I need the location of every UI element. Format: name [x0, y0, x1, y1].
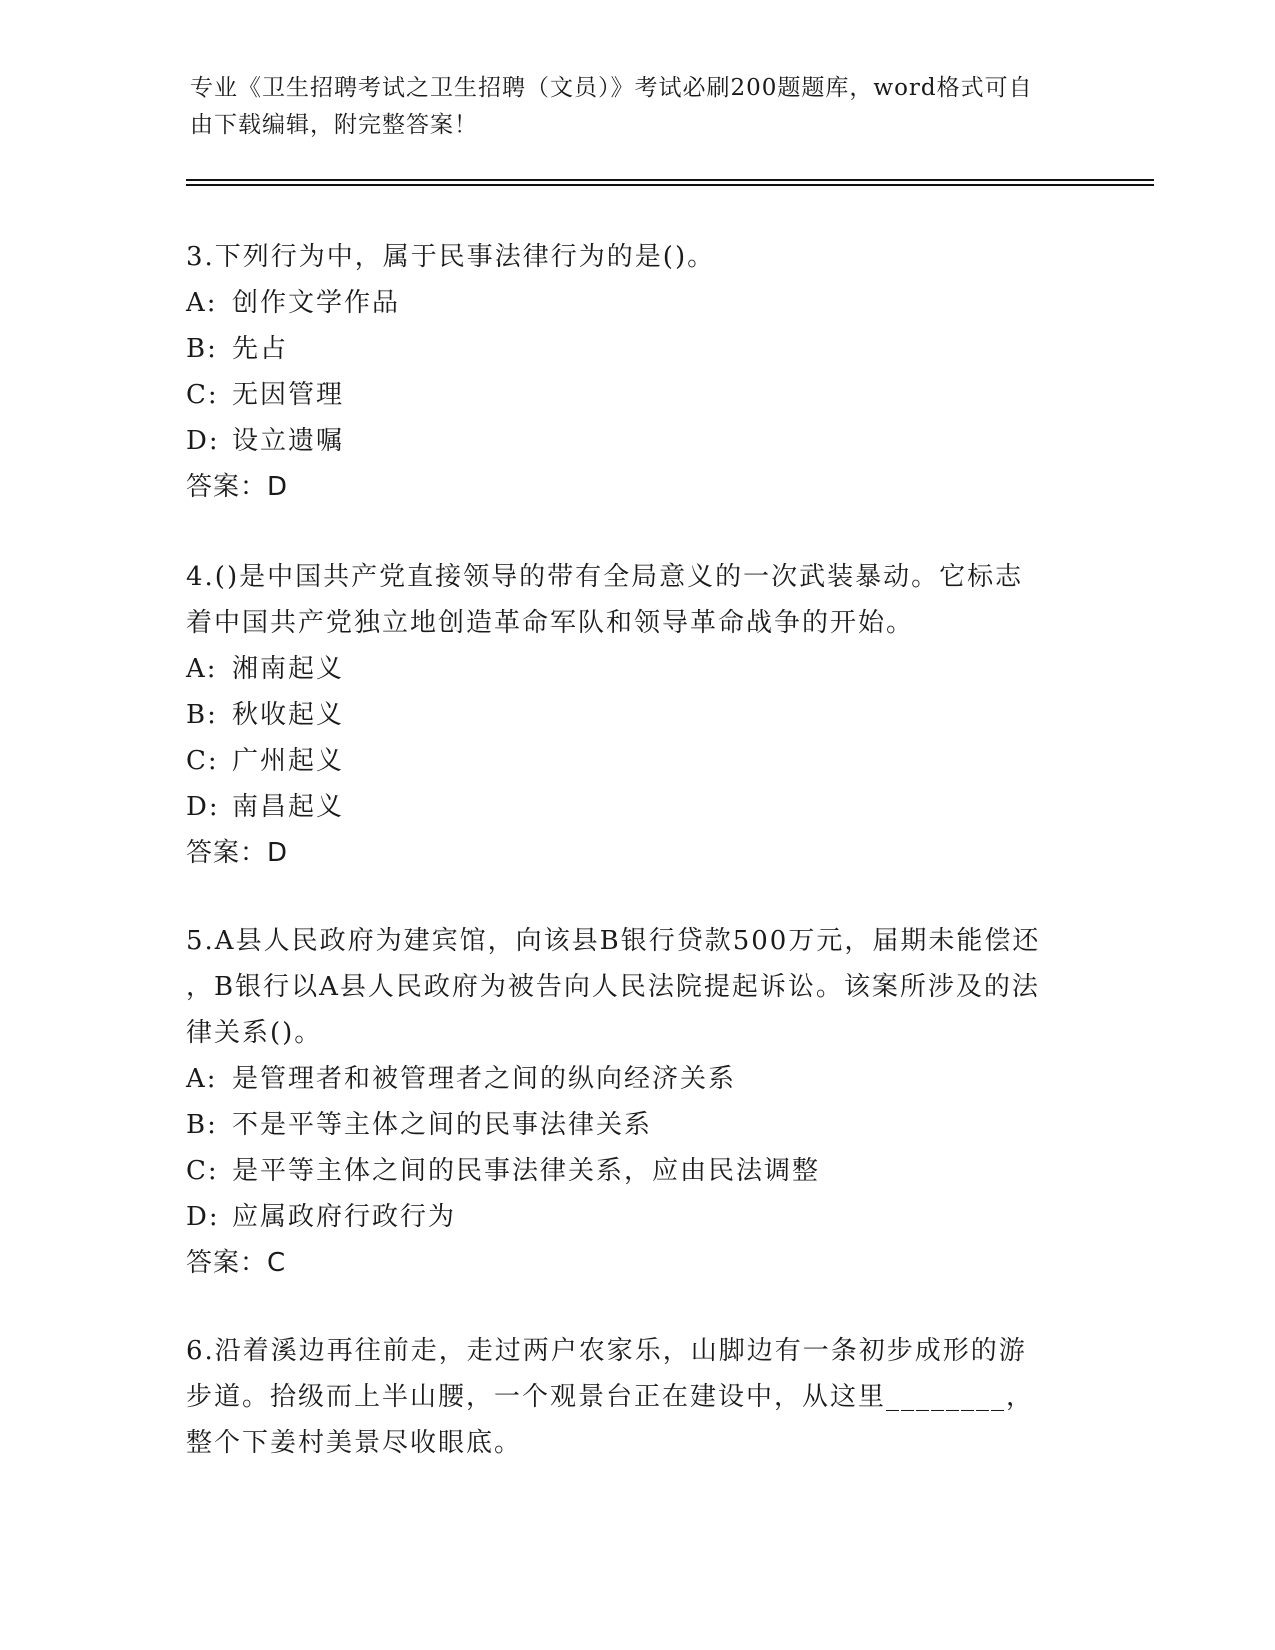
header-divider-top — [186, 179, 1154, 181]
option-text: 广州起义 — [232, 746, 345, 776]
header-divider-bottom — [186, 184, 1154, 186]
option-text: 设立遗嘱 — [232, 426, 345, 456]
option-d — [186, 784, 1091, 830]
option-text: 不是平等主体之间的民事法律关系 — [232, 1110, 653, 1140]
option-b — [186, 1102, 1091, 1148]
header-line-1: 专业《卫生招聘考试之卫生招聘（文员）》考试必刷200题题库，word格式可自 — [190, 75, 1033, 101]
option-key: A: — [186, 288, 218, 318]
answer-line: 答案：D — [186, 838, 289, 868]
option-key: A: — [186, 654, 218, 684]
document-header — [190, 70, 1070, 144]
question-3 — [186, 234, 1091, 510]
option-text: 应属政府行政行为 — [232, 1202, 457, 1232]
option-key: D: — [186, 792, 220, 822]
option-d — [186, 1194, 1091, 1240]
option-text: 湘南起义 — [232, 654, 345, 684]
question-6 — [186, 1328, 1091, 1466]
question-stem-line-2: 步道。拾级而上半山腰，一个观景台正在建设中，从这里________， — [186, 1382, 1035, 1412]
option-text: 创作文学作品 — [232, 288, 401, 318]
answer-line: 答案：D — [186, 472, 289, 502]
question-stem-line-2: 着中国共产党独立地创造革命军队和领导革命战争的开始。 — [186, 608, 915, 638]
answer-line: 答案：C — [186, 1248, 287, 1278]
question-stem-line-3: 整个下姜村美景尽收眼底。 — [186, 1428, 523, 1458]
option-key: A: — [186, 1064, 218, 1094]
option-key: C: — [186, 380, 219, 410]
option-b — [186, 692, 1091, 738]
question-stem-line-3: 律关系()。 — [186, 1018, 323, 1048]
option-c — [186, 1148, 1091, 1194]
option-key: B: — [186, 1110, 218, 1140]
option-text: 南昌起义 — [232, 792, 345, 822]
option-text: 是平等主体之间的民事法律关系，应由民法调整 — [232, 1156, 821, 1186]
option-key: C: — [186, 746, 219, 776]
question-stem: 3.下列行为中，属于民事法律行为的是()。 — [186, 242, 716, 272]
question-stem-line-1: 6.沿着溪边再往前走，走过两户农家乐，山脚边有一条初步成形的游 — [186, 1336, 1027, 1366]
option-a — [186, 646, 1091, 692]
question-stem-line-1: 4.()是中国共产党直接领导的带有全局意义的一次武装暴动。它标志 — [186, 562, 1024, 592]
option-key: B: — [186, 700, 218, 730]
question-stem-line-2: ，B银行以A县人民政府为被告向人民法院提起诉讼。该案所涉及的法 — [186, 972, 1040, 1002]
option-key: D: — [186, 426, 220, 456]
option-c — [186, 738, 1091, 784]
option-key: D: — [186, 1202, 220, 1232]
question-5 — [186, 918, 1091, 1286]
option-key: B: — [186, 334, 218, 364]
option-text: 是管理者和被管理者之间的纵向经济关系 — [232, 1064, 737, 1094]
option-text: 无因管理 — [232, 380, 345, 410]
option-text: 先占 — [232, 334, 289, 364]
option-a — [186, 1056, 1091, 1102]
question-stem-line-1: 5.A县人民政府为建宾馆，向该县B银行贷款500万元，届期未能偿还 — [186, 926, 1041, 956]
option-text: 秋收起义 — [232, 700, 345, 730]
question-4 — [186, 554, 1091, 876]
header-line-2: 由下载编辑，附完整答案！ — [190, 112, 478, 138]
option-c — [186, 372, 1091, 418]
option-d — [186, 418, 1091, 464]
option-key: C: — [186, 1156, 219, 1186]
option-b — [186, 326, 1091, 372]
option-a — [186, 280, 1091, 326]
